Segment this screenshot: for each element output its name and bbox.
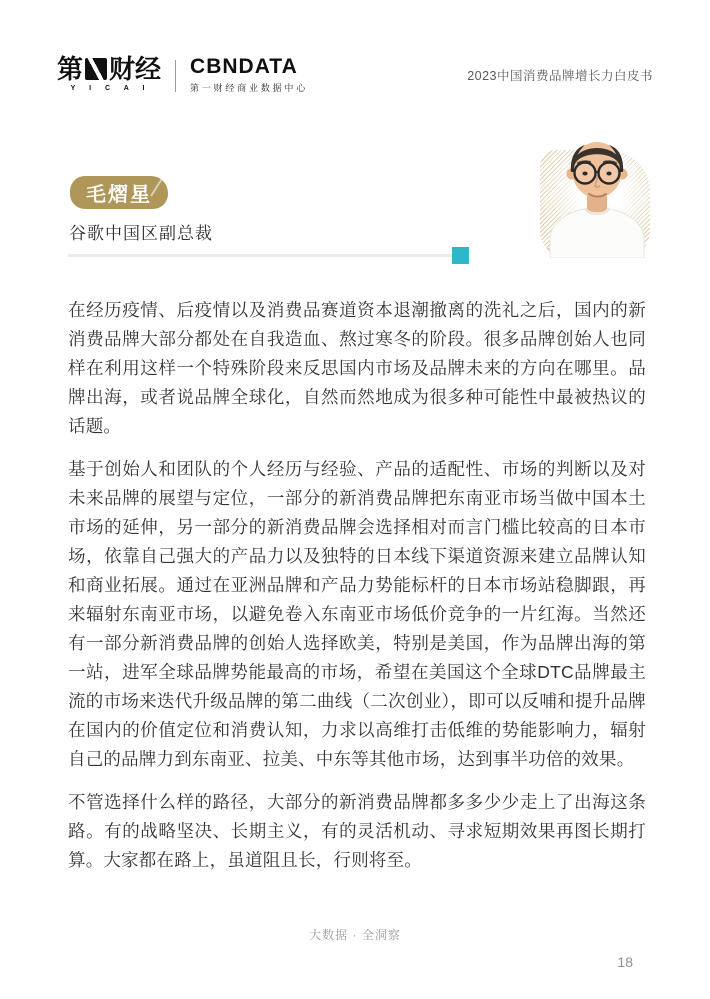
- paragraph: 不管选择什么样的路径，大部分的新消费品牌都多多少少走上了出海这条路。有的战略坚决、长期主义，有的灵活机动、寻求短期效果再图长期打算。大家都在路上，虽道阻且长，行则将至。: [68, 792, 646, 870]
- person-portrait-icon: [541, 128, 653, 258]
- yicai-logo-wordmark: [57, 56, 161, 82]
- person-name: 毛熠星: [86, 184, 152, 206]
- cbndata-logo-sub: 第一财经商业数据中心: [190, 83, 309, 93]
- paragraph: 在经历疫情、后疫情以及消费品赛道资本退潮撤离的洗礼之后，国内的新消费品牌大部分都处在自我造血、熬过寒冬的阶段。很多品牌创始人也同样在利用这样一个特殊阶段来反思国内市场及品牌未来的方向在哪里。品牌出海，或者说品牌全球化，自然而然地成为很多种可能性中最被热议的话题。: [68, 300, 646, 436]
- accent-square-icon: [452, 247, 469, 264]
- cbndata-logo: [190, 56, 308, 94]
- cbndata-logo-wordmark: CBNDATA: [190, 55, 298, 78]
- yicai-logo-sub: Y I C A I: [70, 85, 151, 92]
- person-job-title: 谷歌中国区副总裁: [69, 224, 213, 243]
- yicai-logo-block-icon: [85, 58, 107, 80]
- section-divider-line: [68, 254, 453, 257]
- yicai-logo-char-left: 第: [57, 54, 84, 84]
- name-badge: [70, 176, 168, 209]
- page-header: [0, 0, 710, 110]
- yicai-logo: [57, 56, 161, 92]
- article-body: [68, 296, 646, 889]
- logo-divider: [175, 60, 176, 92]
- profile-photo: [538, 128, 660, 260]
- footer-slogan: 大数据 · 全洞察: [309, 928, 401, 942]
- logo-row: [57, 56, 308, 94]
- doc-title: 2023中国消费品牌增长力白皮书: [467, 69, 653, 83]
- yicai-logo-chars-right: 财经: [109, 54, 162, 84]
- paragraph: 基于创始人和团队的个人经历与经验、产品的适配性、市场的判断以及对未来品牌的展望与定位，一部分的新消费品牌把东南亚市场当做中国本土市场的延伸，另一部分的新消费品牌会选择相对而言门槛比较高的日本市场，依靠自己强大的产品力以及独特的日本线下渠道资源来建立品牌认知和商业拓展。通过在亚洲品牌和产品力势能标杆的日本市场站稳脚跟，再来辐射东南亚市场，以避免卷入东南亚市场低价竞争的一片红海。当然还有一部分新消费品牌的创始人选择欧美，特别是美国，作为品牌出海的第一站，进军全球品牌势能最高的市场，希望在美国这个全球DTC品牌最主流的市场来迭代升级品牌的第二曲线（二次创业），即可以反哺和提升品牌在国内的价值定位和消费认知，力求以高维打击低维的势能影响力，辐射自己的品牌力到东南亚、拉美、中东等其他市场，达到事半功倍的效果。: [68, 459, 646, 769]
- page-number: 18: [617, 954, 633, 970]
